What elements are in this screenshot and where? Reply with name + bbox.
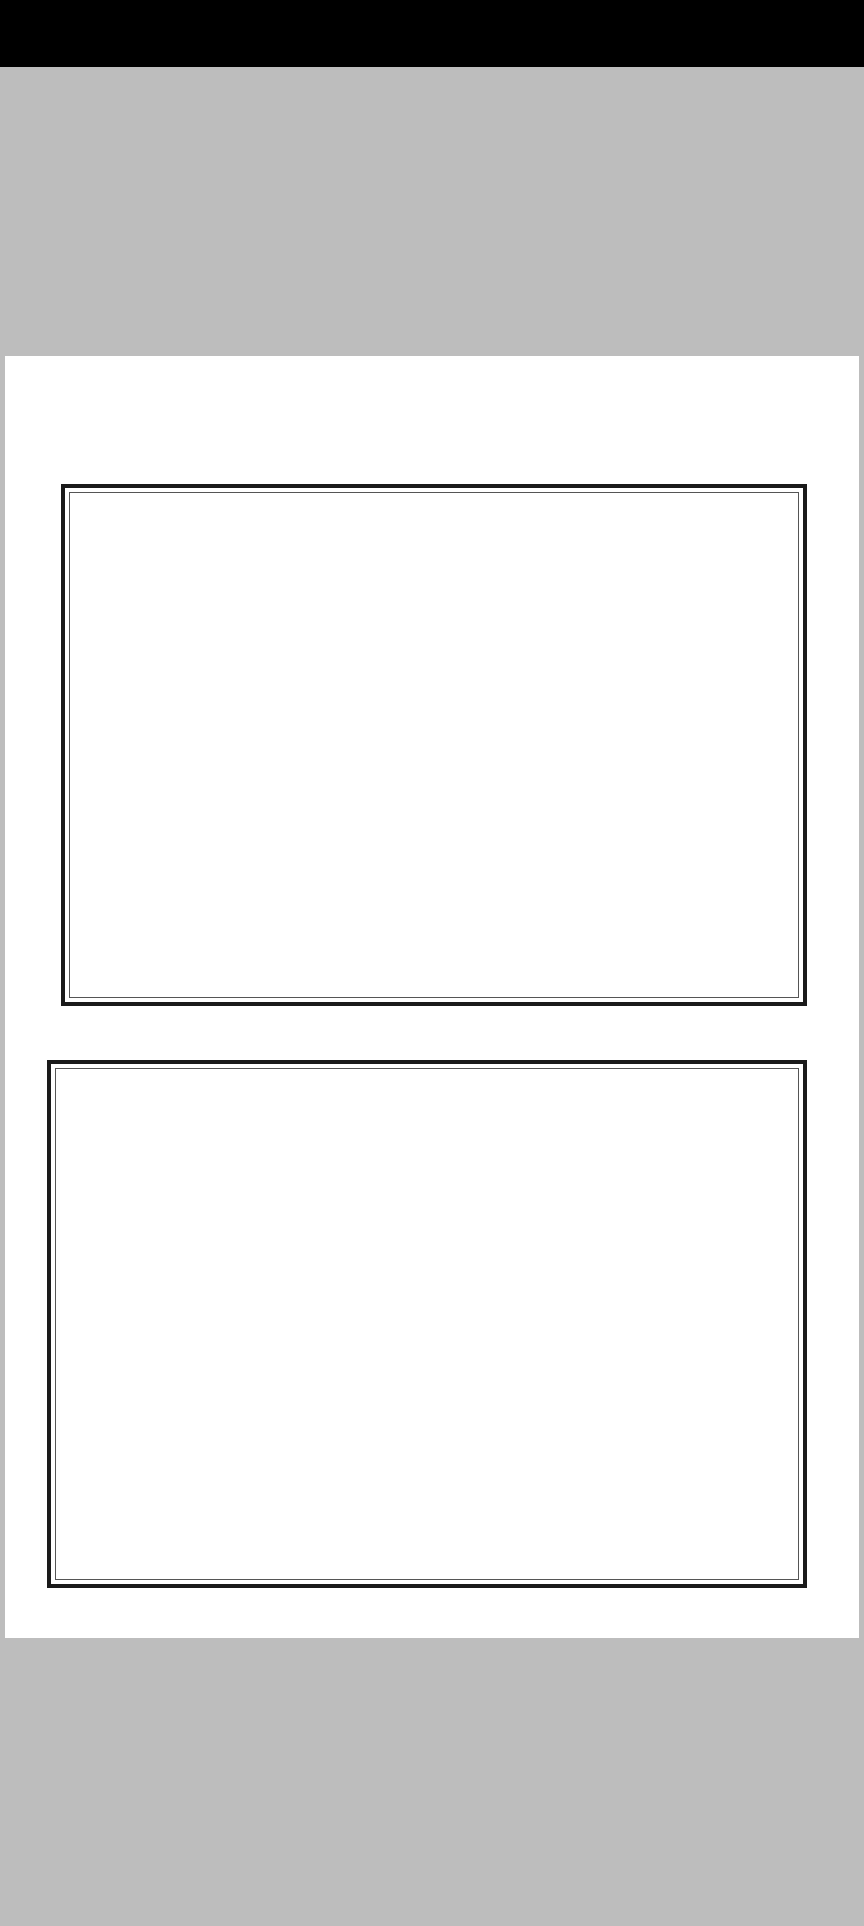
column-area-top (75, 500, 793, 990)
page-block-5 (61, 484, 807, 1006)
page-block-6 (47, 1060, 807, 1588)
column-area-bottom (61, 1076, 793, 1572)
top-status-bar (0, 0, 864, 67)
scanned-page (5, 356, 859, 1638)
